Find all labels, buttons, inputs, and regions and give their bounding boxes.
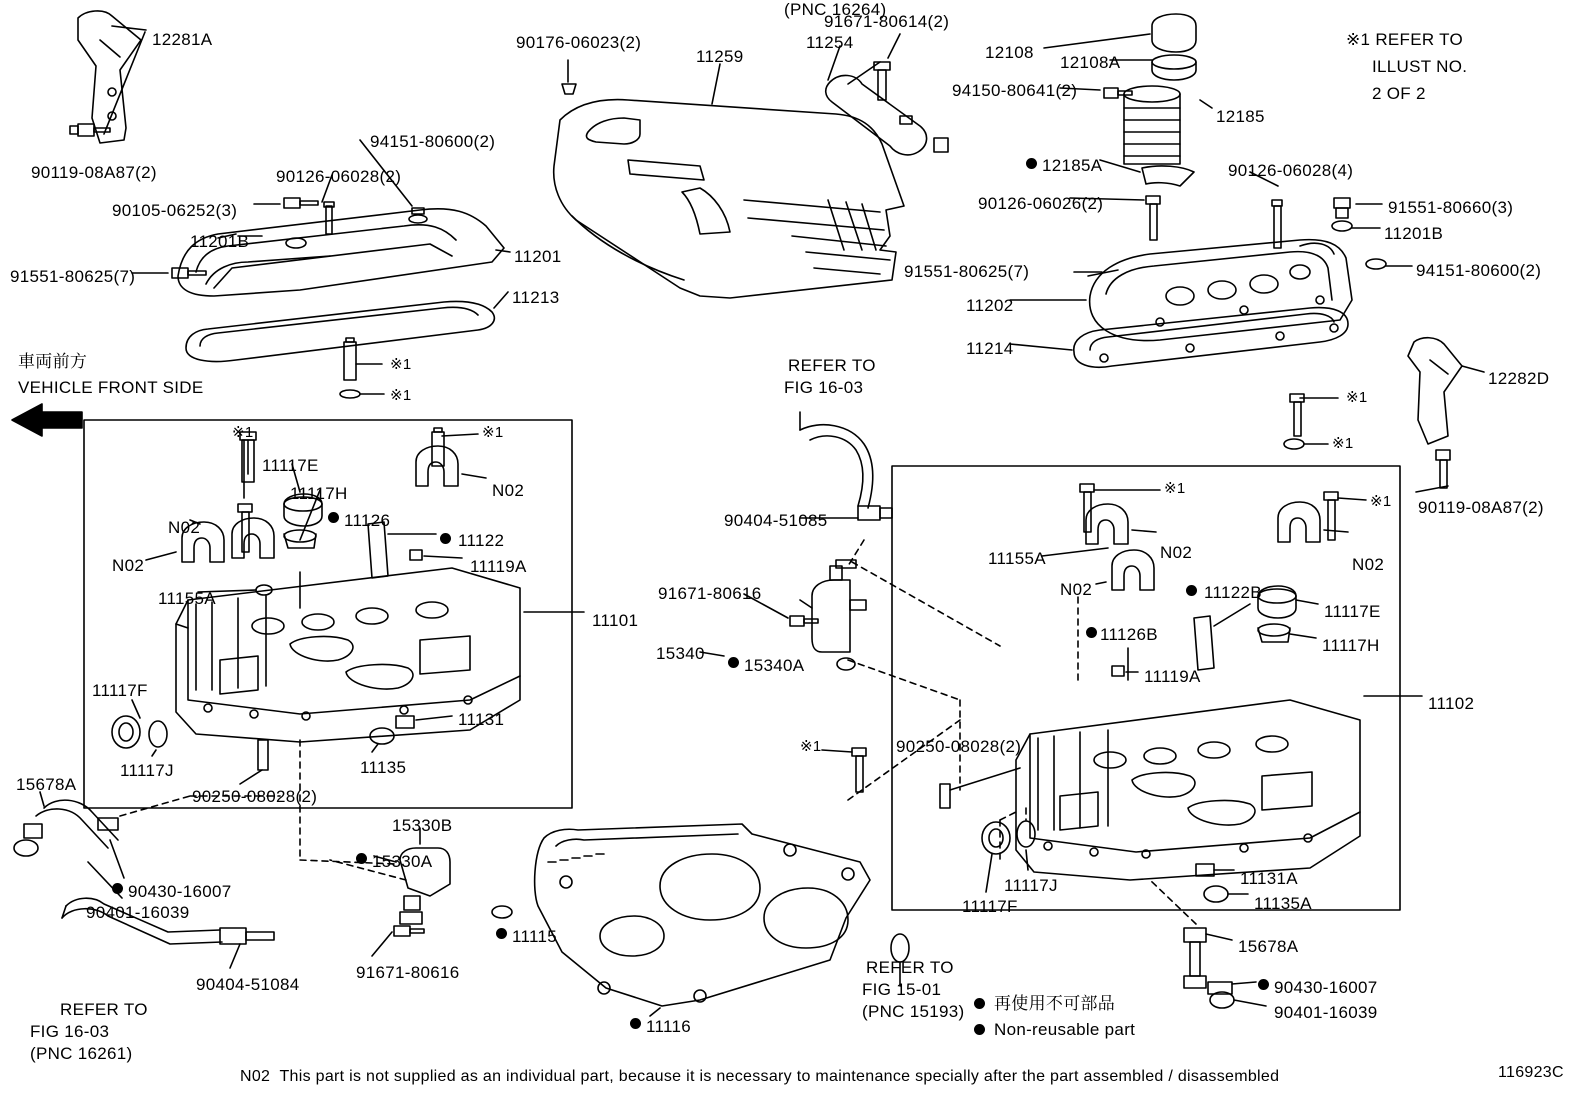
refer-block-2-line3: (PNC 16261) bbox=[30, 1044, 133, 1063]
label-15678A-right: 15678A bbox=[1238, 937, 1299, 956]
label-11254: 11254 bbox=[806, 33, 854, 52]
star-mark-8: ※1 bbox=[1370, 493, 1392, 510]
label-11135A: 11135A bbox=[1254, 894, 1312, 913]
label-11122B: 11122B bbox=[1204, 583, 1262, 602]
label-11201B-right: 11201B bbox=[1384, 224, 1444, 243]
star-mark-2: ※1 bbox=[390, 387, 412, 404]
refer-block-3-line1: REFER TO bbox=[866, 958, 954, 977]
vehicle-front-note-en: VEHICLE FRONT SIDE bbox=[18, 378, 204, 397]
bullet-90430-16007-right bbox=[1258, 979, 1269, 990]
star-mark-6: ※1 bbox=[1332, 435, 1354, 452]
label-12281A: 12281A bbox=[152, 30, 213, 49]
label-11119A: 11119A bbox=[470, 557, 527, 576]
label-11155A: 11155A bbox=[158, 589, 216, 608]
label-90430-16007-right: 90430-16007 bbox=[1274, 978, 1378, 997]
label-n02-5: N02 bbox=[1060, 580, 1093, 599]
bullet-11122B bbox=[1186, 585, 1197, 596]
label-11101: 11101 bbox=[592, 611, 639, 630]
label-90401-16039: 90401-16039 bbox=[86, 903, 190, 922]
label-12185: 12185 bbox=[1216, 107, 1265, 126]
label-15678A: 15678A bbox=[16, 775, 77, 794]
label-90404-51085: 90404-51085 bbox=[724, 511, 828, 530]
label-12108: 12108 bbox=[985, 43, 1034, 62]
refer-block-3-line2: FIG 15-01 bbox=[862, 980, 942, 999]
label-90119-08A87: 90119-08A87(2) bbox=[31, 163, 157, 182]
label-11117F-right: 11117F bbox=[962, 897, 1018, 916]
bullet-11126 bbox=[328, 512, 339, 523]
label-11126: 11126 bbox=[344, 511, 391, 530]
label-90430-16007: 90430-16007 bbox=[128, 882, 232, 901]
refer-block-2-line1: REFER TO bbox=[60, 1000, 148, 1019]
bullet-90430-16007 bbox=[112, 883, 123, 894]
label-91671-80614: 91671-80614(2) bbox=[824, 12, 950, 31]
label-90126-06028-2: 90126-06028(2) bbox=[276, 167, 402, 186]
label-11201: 11201 bbox=[514, 247, 562, 266]
label-91551-80625-right: 91551-80625(7) bbox=[904, 262, 1030, 281]
label-11117E-right: 11117E bbox=[1324, 602, 1381, 621]
bullet-11116 bbox=[630, 1018, 641, 1029]
legend-non-reusable-jp: 再使用不可部品 bbox=[994, 994, 1116, 1014]
label-90404-51084: 90404-51084 bbox=[196, 975, 300, 994]
refer-block-1-line3: (PNC 16264) bbox=[784, 0, 887, 19]
label-11126B: 11126B bbox=[1100, 625, 1158, 644]
refer-block-3-line3: (PNC 15193) bbox=[862, 1002, 965, 1021]
label-11117J-right: 11117J bbox=[1004, 876, 1058, 895]
bullet-15340A bbox=[728, 657, 739, 668]
label-11135: 11135 bbox=[360, 758, 407, 777]
label-11117H: 11117H bbox=[290, 484, 348, 503]
label-n02-3: N02 bbox=[112, 556, 145, 575]
label-11201B: 11201B bbox=[190, 232, 250, 251]
label-11259: 11259 bbox=[696, 47, 744, 66]
label-11117E: 11117E bbox=[262, 456, 319, 475]
label-11213: 11213 bbox=[512, 288, 560, 307]
label-90126-06026: 90126-06026(2) bbox=[978, 194, 1104, 213]
star-mark-5: ※1 bbox=[1346, 389, 1368, 406]
label-11202: 11202 bbox=[966, 296, 1014, 315]
label-11117J: 11117J bbox=[120, 761, 174, 780]
star-mark-4: ※1 bbox=[482, 424, 504, 441]
label-12108A: 12108A bbox=[1060, 53, 1121, 72]
legend-non-reusable-en: Non-reusable part bbox=[994, 1020, 1136, 1039]
refer-illust-note-line3: 2 OF 2 bbox=[1372, 84, 1426, 103]
label-90401-16039-right: 90401-16039 bbox=[1274, 1003, 1378, 1022]
refer-block-2-line2: FIG 16-03 bbox=[30, 1022, 110, 1041]
bullet-11115 bbox=[496, 928, 507, 939]
label-91551-80660: 91551-80660(3) bbox=[1388, 198, 1514, 217]
label-n02-4: N02 bbox=[1160, 543, 1193, 562]
star-mark-9: ※1 bbox=[800, 738, 822, 755]
label-90105-06252: 90105-06252(3) bbox=[112, 201, 238, 220]
refer-illust-note-line2: ILLUST NO. bbox=[1372, 57, 1468, 76]
label-15340A: 15340A bbox=[744, 656, 805, 675]
label-15330A: 15330A bbox=[372, 852, 433, 871]
refer-block-1-line2: FIG 16-03 bbox=[784, 378, 864, 397]
bullet-legend-jp bbox=[974, 998, 985, 1009]
label-12282D: 12282D bbox=[1488, 369, 1550, 388]
figure-code: 116923C bbox=[1498, 1064, 1564, 1081]
bullet-15330A bbox=[356, 853, 367, 864]
star-mark-7: ※1 bbox=[1164, 480, 1186, 497]
label-91671-80616-right: 91671-80616 bbox=[658, 584, 762, 603]
label-94150-80641: 94150-80641(2) bbox=[952, 81, 1078, 100]
label-n02-6: N02 bbox=[1352, 555, 1385, 574]
label-n02-2: N02 bbox=[168, 518, 201, 537]
label-91671-80616-left: 91671-80616 bbox=[356, 963, 460, 982]
bullet-11122 bbox=[440, 533, 451, 544]
refer-illust-note-line1: ※1 REFER TO bbox=[1346, 30, 1464, 49]
label-11102: 11102 bbox=[1428, 694, 1475, 713]
label-94151-80600-right: 94151-80600(2) bbox=[1416, 261, 1542, 280]
label-90126-06028-4: 90126-06028(4) bbox=[1228, 161, 1354, 180]
label-11131A: 11131A bbox=[1240, 869, 1298, 888]
label-15340: 15340 bbox=[656, 644, 705, 663]
label-11117H-right: 11117H bbox=[1322, 636, 1380, 655]
label-90119-08A87-right: 90119-08A87(2) bbox=[1418, 498, 1544, 517]
label-11116: 11116 bbox=[646, 1017, 691, 1036]
label-11119A-right: 11119A bbox=[1144, 667, 1201, 686]
star-mark-1: ※1 bbox=[390, 356, 412, 373]
vehicle-front-note-jp: 車両前方 bbox=[18, 352, 88, 372]
label-n02-1: N02 bbox=[492, 481, 525, 500]
label-11122: 11122 bbox=[458, 531, 505, 550]
star-mark-3: ※1 bbox=[232, 424, 254, 441]
label-11214: 11214 bbox=[966, 339, 1014, 358]
label-91551-80625: 91551-80625(7) bbox=[10, 267, 136, 286]
label-90176-06023: 90176-06023(2) bbox=[516, 33, 642, 52]
footnote-n02: N02 This part is not supplied as an individual part, because it is necessary to maintenance specially after the part assembled / disassembled bbox=[240, 1068, 1280, 1085]
bullet-legend-en bbox=[974, 1024, 985, 1035]
bullet-11126B bbox=[1086, 627, 1097, 638]
label-12185A: 12185A bbox=[1042, 156, 1103, 175]
label-11115: 11115 bbox=[512, 927, 557, 946]
refer-block-1-line1: REFER TO bbox=[788, 356, 876, 375]
label-11155A-right: 11155A bbox=[988, 549, 1046, 568]
label-15330B: 15330B bbox=[392, 816, 453, 835]
label-90250-08028-right: 90250-08028(2) bbox=[896, 737, 1022, 756]
label-11117F: 11117F bbox=[92, 681, 148, 700]
bullet-12185A bbox=[1026, 158, 1037, 169]
label-90250-08028-left: 90250-08028(2) bbox=[192, 787, 318, 806]
label-94151-80600: 94151-80600(2) bbox=[370, 132, 496, 151]
label-11131: 11131 bbox=[458, 710, 505, 729]
